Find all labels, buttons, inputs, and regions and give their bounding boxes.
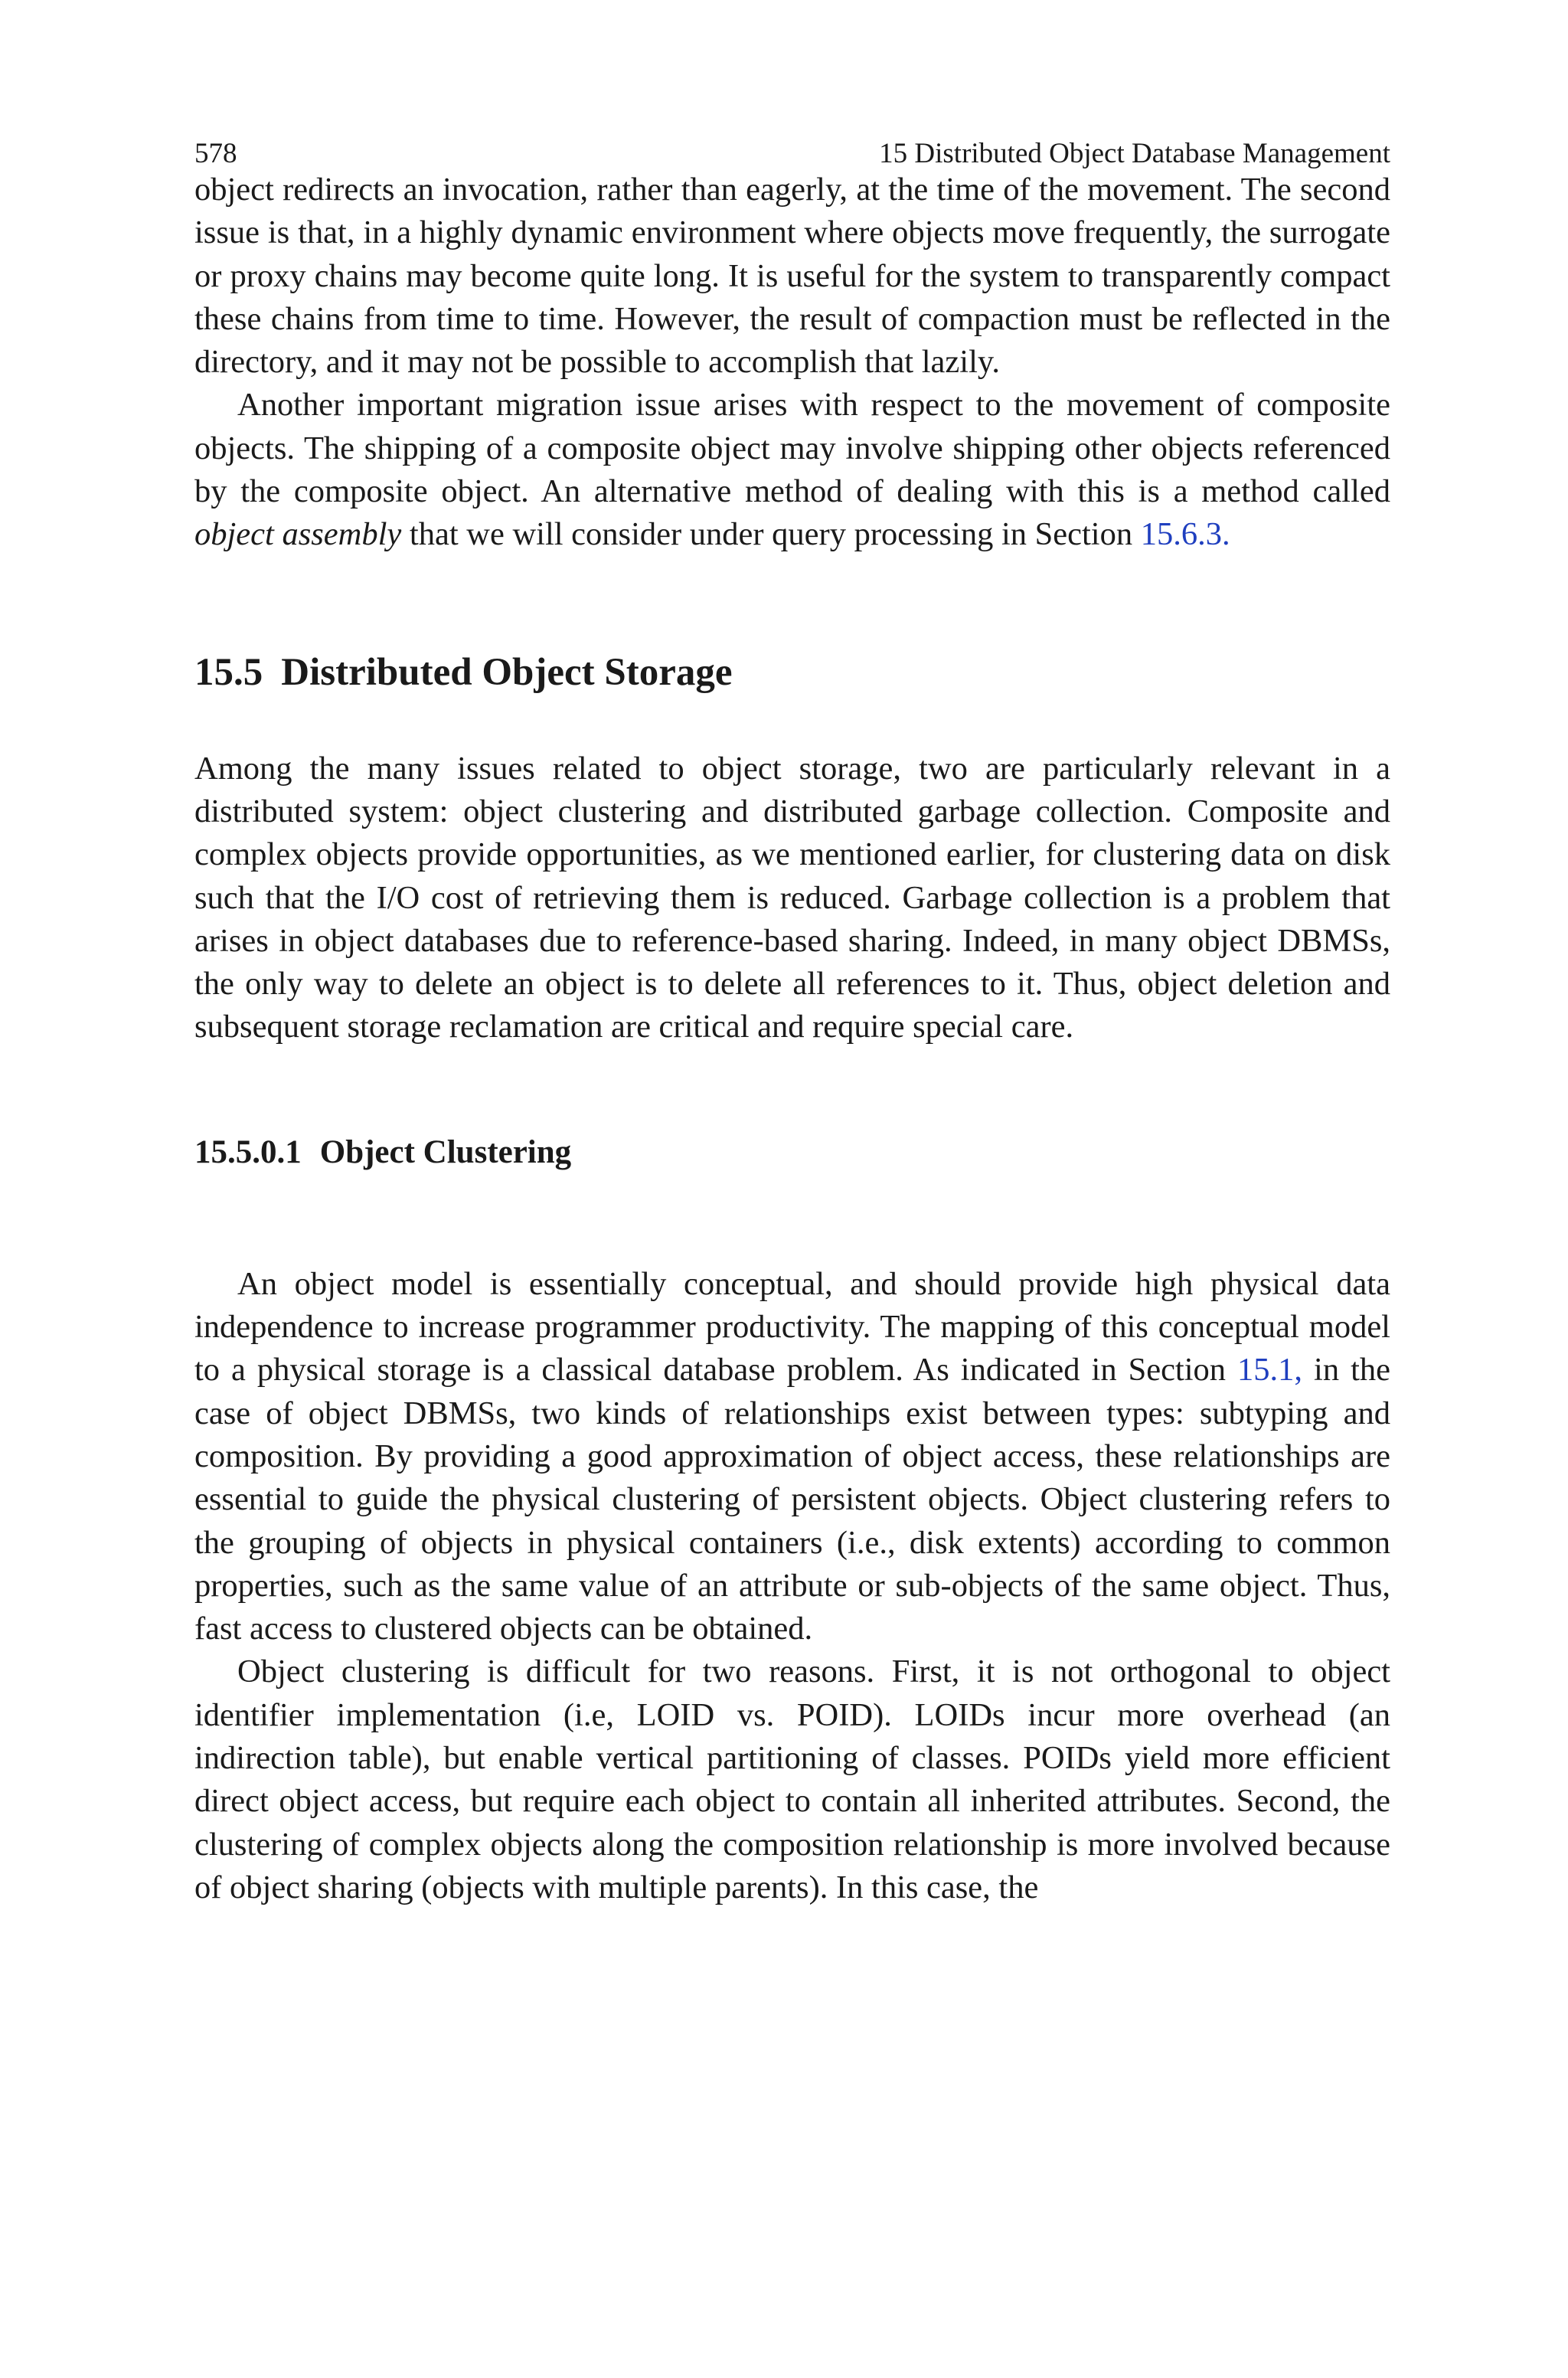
paragraph-text: in the case of object DBMSs, two kinds of relationships exist between types: subtyping and composition. By providing a good approximation of object access, these relationships are essential to guide the physical clustering of persistent objects. Object clustering refers to the grouping of objects in physical containers (i.e., disk extents) according to common properties, such as the same value of an attribute or sub-objects of the same object. Thus, fast access to clustered objects can be obtained. bbox=[194, 1352, 1390, 1647]
chapter-running-title: 15 Distributed Object Database Management bbox=[879, 138, 1390, 169]
subsection-number: 15.5.0.1 bbox=[194, 1133, 302, 1170]
paragraph-text: that we will consider under query processing in Section bbox=[401, 516, 1141, 553]
paragraph-text: An object model is essentially conceptual, and should provide high physical data independence to increase programmer productivity. The mapping of this conceptual model to a physical storage is a classical database problem. As indicated in Section bbox=[194, 1265, 1390, 1389]
paragraph-text: Object clustering is difficult for two reasons. First, it is not orthogonal to object identifier implementation (i.e, LOID vs. POID). LOIDs incur more overhead (an indirection table), but enable vertical partitioning of classes. POIDs yield more efficient direct object access, but require each object to contain all inherited attributes. Second, the clustering of complex objects along the composition relationship is more involved because of object sharing (objects with multiple parents). In this case, the bbox=[194, 1653, 1390, 1905]
paragraph-text: Among the many issues related to object storage, two are particularly relevant in a distributed system: object clustering and distributed garbage collection. Composite and complex objects provide opportunities, as we mentioned earlier, for clustering data on disk such that the I/O cost of retrieving them is reduced. Garbage collection is a problem that arises in object databases due to reference-based sharing. Indeed, in many object DBMSs, the only way to delete an object is to delete all references to it. Thus, object deletion and subsequent storage reclamation are critical and require special care. bbox=[194, 750, 1390, 1045]
section-heading bbox=[194, 646, 1390, 699]
subsection-heading bbox=[194, 1131, 1390, 1174]
paragraph-composite-migration bbox=[194, 384, 1390, 556]
book-page bbox=[194, 115, 1390, 1909]
section-title: Distributed Object Storage bbox=[281, 650, 733, 694]
paragraph-object-model bbox=[194, 1263, 1390, 1651]
paragraph-migration-continued bbox=[194, 168, 1390, 384]
link-trailing-period: . bbox=[1222, 516, 1230, 553]
section-reference-link[interactable]: 15.6.3 bbox=[1140, 516, 1222, 553]
paragraph-clustering-difficulty bbox=[194, 1650, 1390, 1909]
section-reference-link[interactable]: 15.1, bbox=[1237, 1352, 1303, 1389]
paragraph-storage-intro bbox=[194, 747, 1390, 1049]
running-head bbox=[194, 115, 1390, 168]
section-number: 15.5 bbox=[194, 650, 263, 694]
subsection-title: Object Clustering bbox=[319, 1133, 572, 1170]
italic-term: object assembly bbox=[194, 516, 402, 553]
paragraph-text: object redirects an invocation, rather than eagerly, at the time of the movement. The second issue is that, in a highly dynamic environment where objects move frequently, the surrogate or proxy chains may become quite long. It is useful for the system to transparently compact these chains from time to time. However, the result of compaction must be reflected in the directory, and it may not be possible to accomplish that lazily. bbox=[194, 172, 1390, 381]
page-number: 578 bbox=[194, 138, 237, 169]
paragraph-text: Another important migration issue arises with respect to the movement of composite objects. The shipping of a composite object may involve shipping other objects referenced by the composite object. An alternative method of dealing with this is a method called bbox=[194, 387, 1390, 510]
